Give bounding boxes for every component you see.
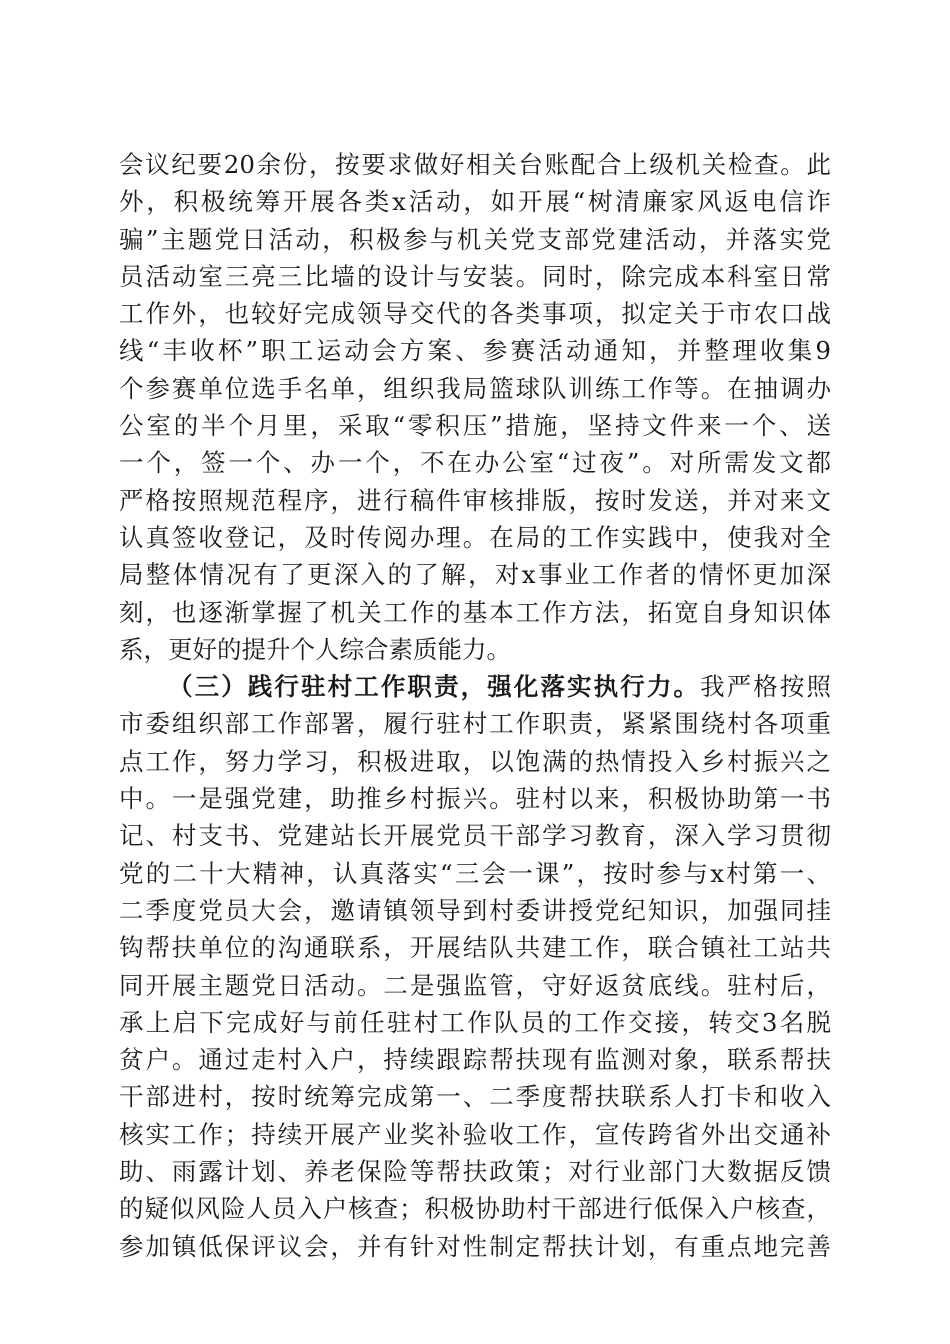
text-line: 外，积极统筹开展各类x活动，如开展“树清廉家风返电信诈 [119,187,831,217]
text-line: 公室的半个月里，采取“零积压”措施，坚持文件来一个、送 [119,411,831,441]
section-heading: （三）践行驻村工作职责，强化落实执行力。 [168,672,701,702]
text-line: 党的二十大精神，认真落实“三会一课”，按时参与x村第一、 [119,858,831,888]
text-line: 系，更好的提升个人综合素质能力。 [119,634,511,664]
text-line: 同开展主题党日活动。二是强监管，守好返贫底线。驻村后， [119,970,831,1000]
text-run: 我严格按照 [700,672,831,702]
text-line: 线“丰收杯”职工运动会方案、参赛活动通知，并整理收集9 [119,336,831,366]
text-line: 一个，签一个、办一个，不在办公室“过夜”。对所需发文都 [119,448,831,478]
text-line: 干部进村，按时统筹完成第一、二季度帮扶联系人打卡和收入 [119,1082,831,1112]
text-line: 市委组织部工作部署，履行驻村工作职责，紧紧围绕村各项重 [119,709,831,739]
paragraph-2-first-line [119,668,831,705]
text-line: 工作外，也较好完成领导交代的各类事项，拟定关于市农口战 [119,299,831,329]
text-line: 承上启下完成好与前任驻村工作队员的工作交接，转交3名脱 [119,1007,831,1037]
paragraph-2 [119,668,831,1265]
text-line: 中。一是强党建，助推乡村振兴。驻村以来，积极协助第一书 [119,784,831,814]
text-line: 核实工作；持续开展产业奖补验收工作，宣传跨省外出交通补 [119,1119,831,1149]
text-line: 参加镇低保评议会，并有针对性制定帮扶计划，有重点地完善 [119,1231,831,1261]
paragraph-1 [119,146,831,668]
body-text [119,146,831,1265]
text-line: 局整体情况有了更深入的了解，对x事业工作者的情怀更加深 [119,560,831,590]
text-line: 记、村支书、党建站长开展党员干部学习教育，深入学习贯彻 [119,821,831,851]
text-line: 骗”主题党日活动，积极参与机关党支部党建活动，并落实党 [119,224,831,254]
text-line: 认真签收登记，及时传阅办理。在局的工作实践中，使我对全 [119,522,831,552]
text-line: 钩帮扶单位的沟通联系，开展结队共建工作，联合镇社工站共 [119,933,831,963]
text-line: 员活动室三亮三比墙的设计与安装。同时，除完成本科室日常 [119,261,831,291]
text-line: 点工作，努力学习，积极进取，以饱满的热情投入乡村振兴之 [119,746,831,776]
text-line: 严格按照规范程序，进行稿件审核排版，按时发送，并对来文 [119,485,831,515]
text-line: 个参赛单位选手名单，组织我局篮球队训练工作等。在抽调办 [119,373,831,403]
text-line: 贫户。通过走村入户，持续跟踪帮扶现有监测对象，联系帮扶 [119,1045,831,1075]
text-line: 助、雨露计划、养老保险等帮扶政策；对行业部门大数据反馈 [119,1157,831,1187]
text-line: 的疑似风险人员入户核查；积极协助村干部进行低保入户核查， [119,1194,831,1224]
text-line: 刻，也逐渐掌握了机关工作的基本工作方法，拓宽自身知识体 [119,597,831,627]
text-line: 会议纪要20余份，按要求做好相关台账配合上级机关检查。此 [119,150,831,179]
text-line: 二季度党员大会，邀请镇领导到村委讲授党纪知识，加强同挂 [119,895,831,925]
